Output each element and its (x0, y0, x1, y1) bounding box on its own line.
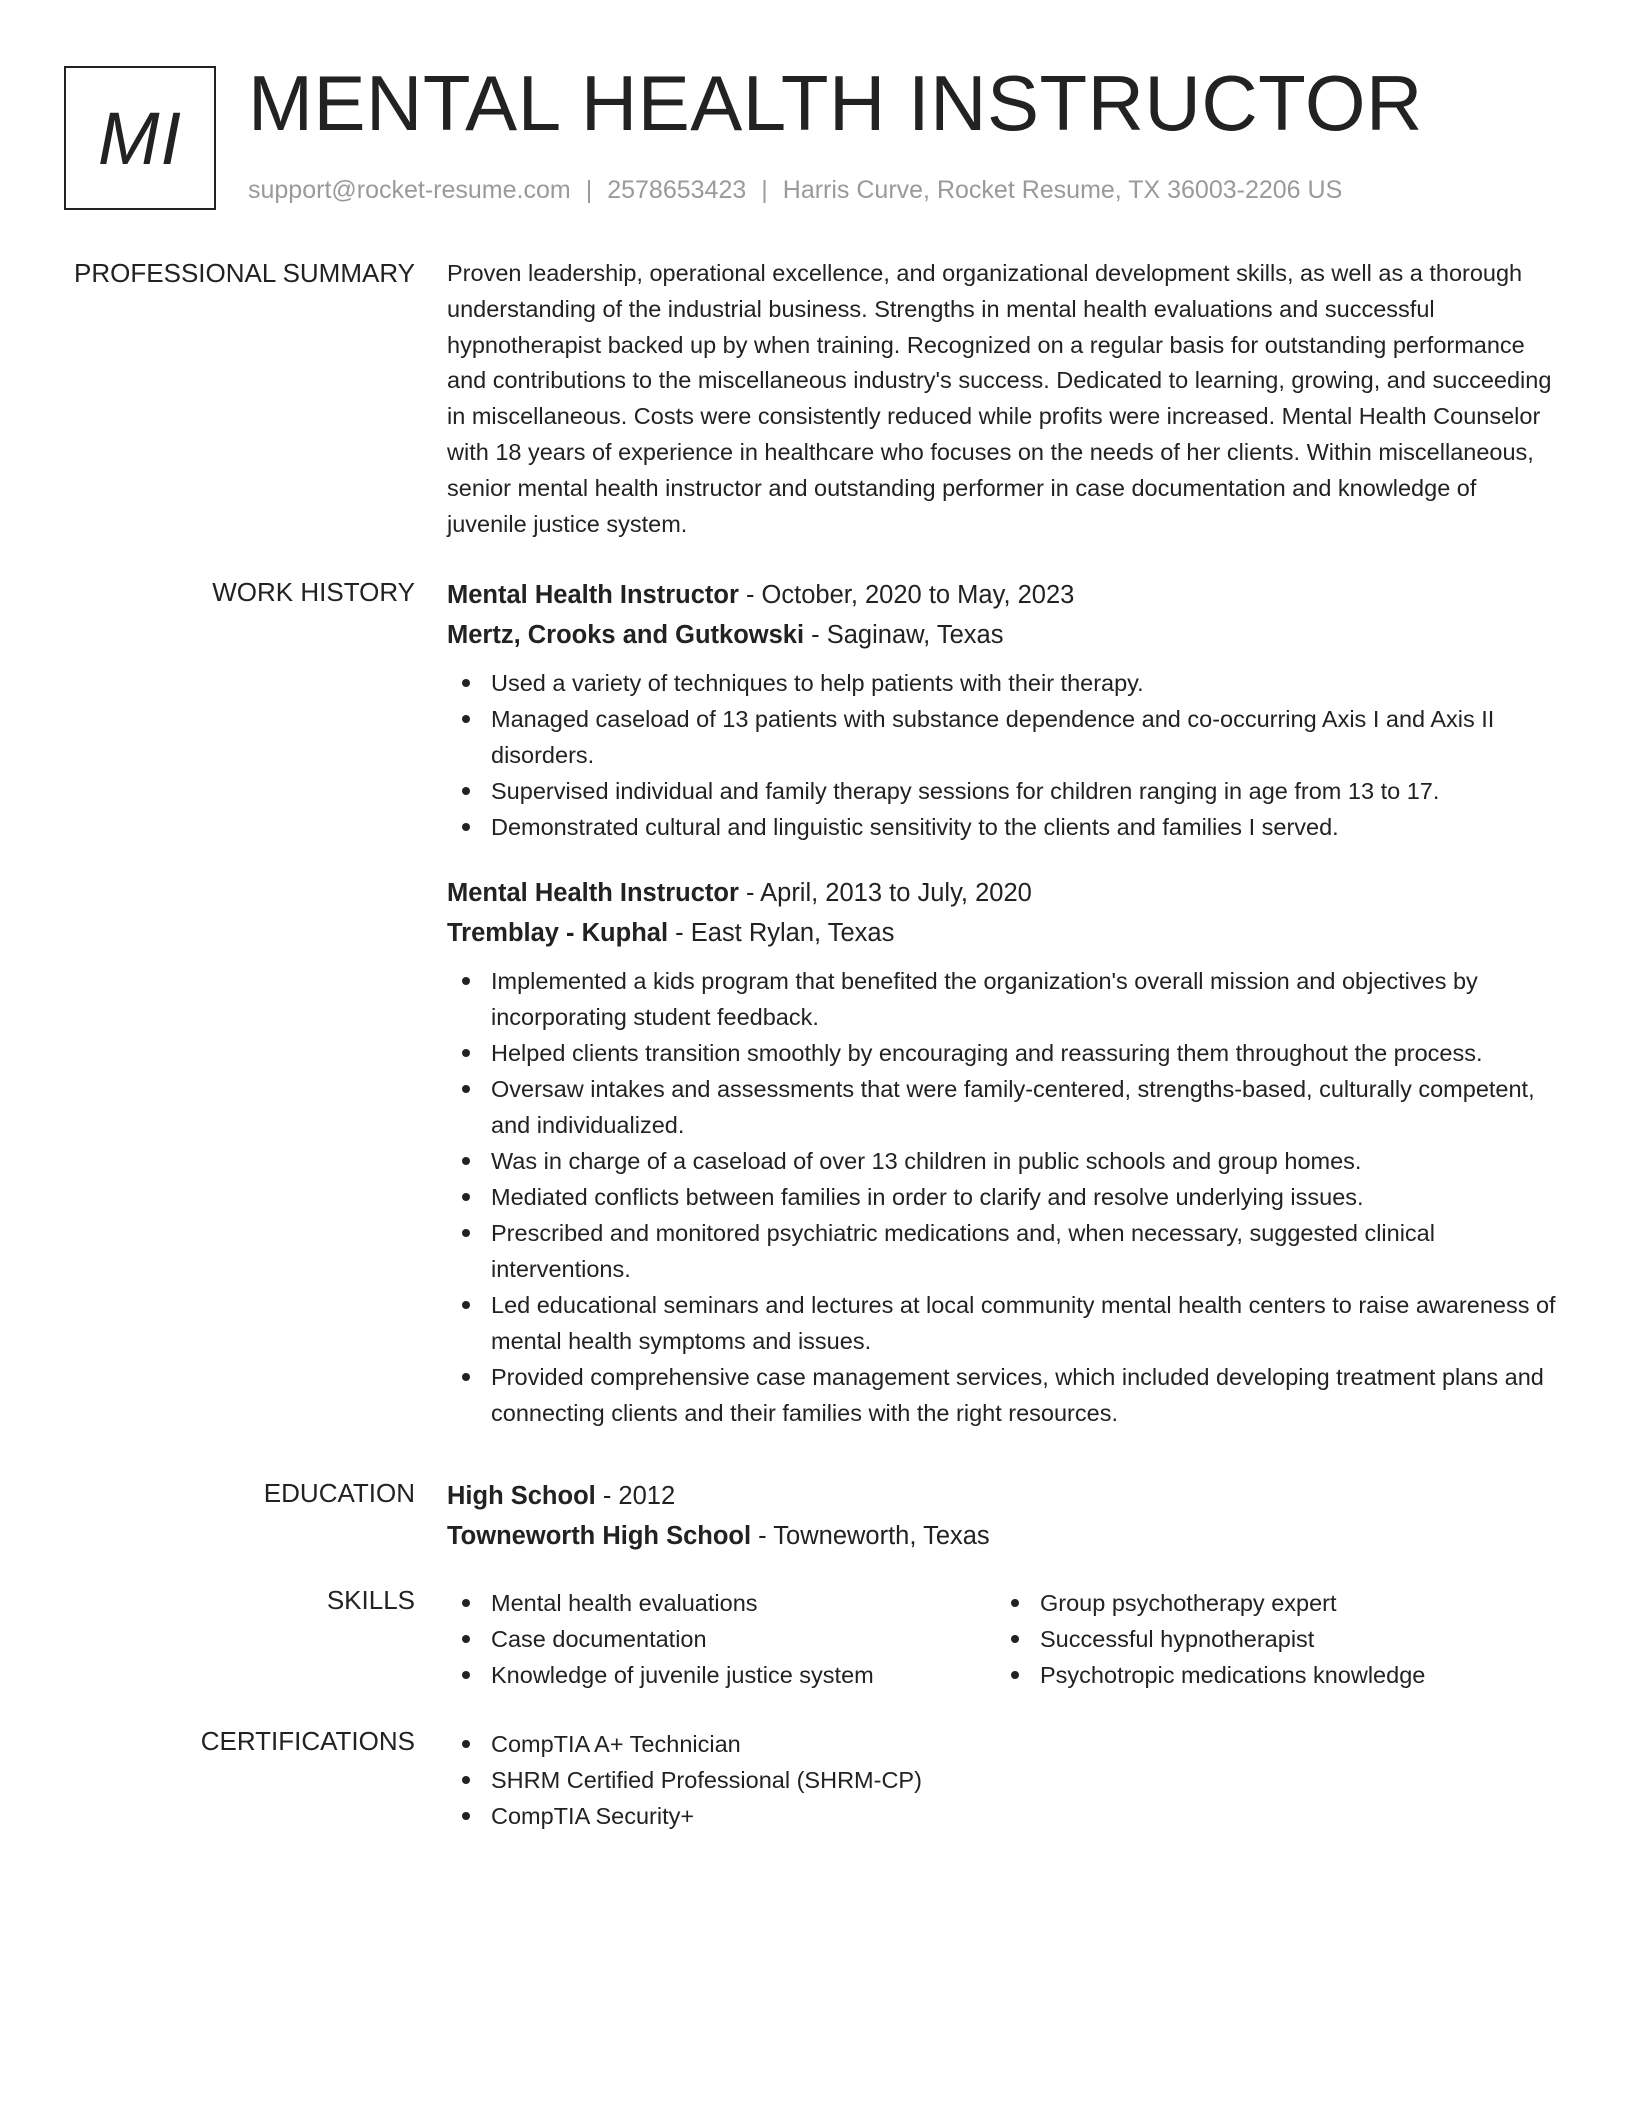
education-degree-line (447, 1476, 1562, 1516)
job-bullet: Prescribed and monitored psychiatric medications and, when necessary, suggested clinical interventions. (447, 1215, 1562, 1287)
skills-column (996, 1585, 1556, 1693)
job-location: - Saginaw, Texas (804, 621, 1004, 649)
job-title-line (447, 873, 1562, 913)
section-label-skills: SKILLS (326, 1585, 415, 1615)
contact-email: support@rocket-resume.com (248, 176, 571, 204)
job-dates: - April, 2013 to July, 2020 (738, 879, 1032, 907)
job-bullet: Led educational seminars and lectures at local community mental health centers to raise awareness of mental health symptoms and issues. (447, 1287, 1562, 1359)
page-title: MENTAL HEALTH INSTRUCTOR (248, 59, 1423, 147)
job-company: Mertz, Crooks and Gutkowski (447, 621, 805, 649)
section-label-education: EDUCATION (263, 1478, 415, 1508)
skill-item: Successful hypnotherapist (996, 1621, 1556, 1657)
skill-item: Case documentation (447, 1621, 996, 1657)
job-bullet: Managed caseload of 13 patients with substance dependence and co-occurring Axis I and Axis II disorders. (447, 701, 1562, 773)
contact-separator: | (585, 176, 593, 204)
job-bullet: Was in charge of a caseload of over 13 children in public schools and group homes. (447, 1143, 1562, 1179)
contact-separator: | (761, 176, 768, 204)
section-label-summary: PROFESSIONAL SUMMARY (74, 258, 415, 288)
skills-list (996, 1585, 1556, 1693)
skill-item: Group psychotherapy expert (996, 1585, 1556, 1621)
job-location: - East Rylan, Texas (668, 919, 895, 947)
skill-item: Knowledge of juvenile justice system (447, 1657, 996, 1693)
job-bullets (447, 665, 1562, 845)
job-bullet: Implemented a kids program that benefited the organization's overall mission and objectives by incorporating student feedback. (447, 963, 1562, 1035)
education-school-line (447, 1516, 1562, 1556)
certifications-body (447, 1726, 1562, 1834)
job-bullet: Helped clients transition smoothly by encouraging and reassuring them throughout the process. (447, 1035, 1562, 1071)
education-school: Towneworth High School (447, 1522, 752, 1550)
job-title: Mental Health Instructor (447, 879, 739, 907)
education-body (447, 1476, 1562, 1556)
job-bullet: Oversaw intakes and assessments that were family-centered, strengths-based, culturally competent, and individualized. (447, 1071, 1562, 1143)
monogram (64, 66, 216, 210)
contact-line (248, 176, 1342, 205)
skill-item: Psychotropic medications knowledge (996, 1657, 1556, 1693)
monogram-initials: MI (97, 96, 183, 180)
job-title: Mental Health Instructor (447, 581, 739, 609)
contact-address: Harris Curve, Rocket Resume, TX 36003-2206 US (782, 176, 1343, 204)
certification-item: CompTIA A+ Technician (447, 1726, 1562, 1762)
job-org-line (447, 913, 1562, 953)
job-bullet: Provided comprehensive case management services, which included developing treatment plans and connecting clients and their families with the right resources. (447, 1359, 1562, 1431)
job-company: Tremblay - Kuphal (447, 919, 669, 947)
certification-item: CompTIA Security+ (447, 1798, 1562, 1834)
work-history-body (447, 575, 1562, 1431)
job-org-line (447, 615, 1562, 655)
education-degree: High School (447, 1482, 596, 1510)
skill-item: Mental health evaluations (447, 1585, 996, 1621)
skills-column (447, 1585, 996, 1693)
section-label-work-history: WORK HISTORY (212, 577, 415, 607)
job-entry (447, 873, 1562, 1431)
job-bullet: Mediated conflicts between families in order to clarify and resolve underlying issues. (447, 1179, 1562, 1215)
education-year: - 2012 (595, 1482, 676, 1510)
job-dates: - October, 2020 to May, 2023 (738, 581, 1075, 609)
job-bullet: Demonstrated cultural and linguistic sensitivity to the clients and families I served. (447, 809, 1562, 845)
job-bullets (447, 963, 1562, 1431)
certifications-list (447, 1726, 1562, 1834)
summary-text: Proven leadership, operational excellence, and organizational development skills, as well as a thorough understanding of the industrial business. Strengths in mental health evaluations and successful hypnotherapist backed up by when training. Recognized on a regular basis for outstanding performance and contributions to the miscellaneous industry's success. Dedicated to learning, growing, and succeeding in miscellaneous. Costs were consistently reduced while profits were increased. Mental Health Counselor with 18 years of experience in healthcare who focuses on the needs of her clients. Within miscellaneous, senior mental health instructor and outstanding performer in case documentation and knowledge of juvenile justice system. (447, 260, 1552, 537)
job-title-line (447, 575, 1562, 615)
contact-phone: 2578653423 (607, 176, 747, 204)
job-bullet: Supervised individual and family therapy sessions for children ranging in age from 13 to 17. (447, 773, 1562, 809)
education-location: - Towneworth, Texas (751, 1522, 990, 1550)
section-label-certifications: CERTIFICATIONS (200, 1726, 415, 1756)
job-entry (447, 575, 1562, 845)
job-bullet: Used a variety of techniques to help patients with their therapy. (447, 665, 1562, 701)
certification-item: SHRM Certified Professional (SHRM-CP) (447, 1762, 1562, 1798)
skills-body (447, 1585, 1562, 1693)
skills-list (447, 1585, 996, 1693)
